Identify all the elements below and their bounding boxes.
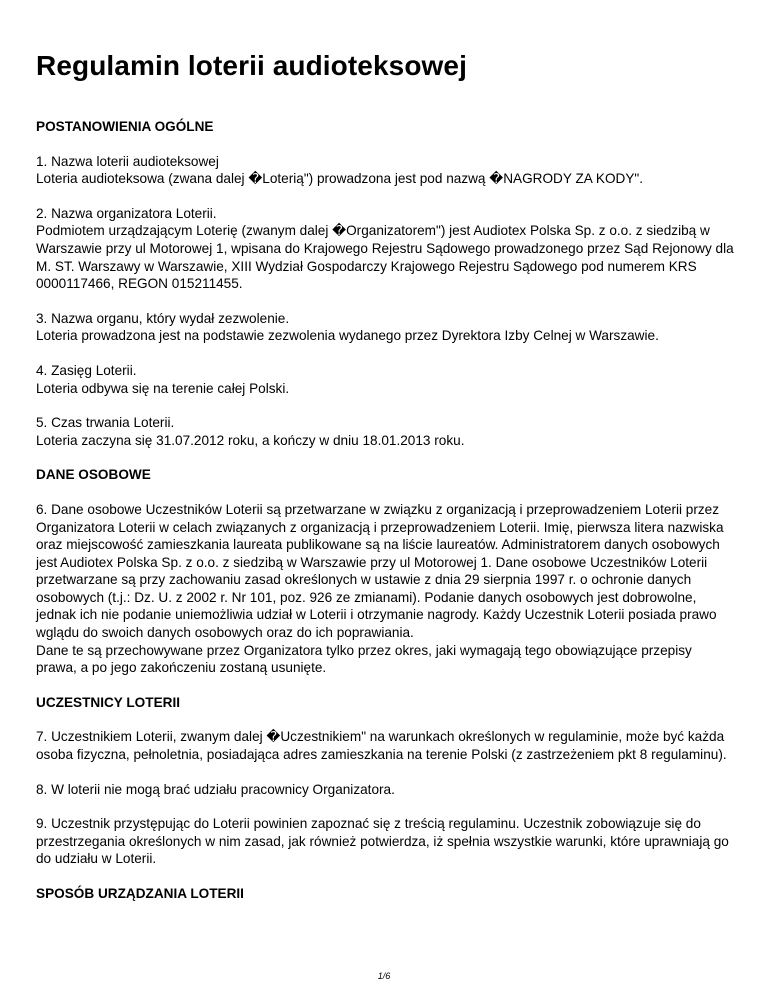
- section-heading-method: SPOSÓB URZĄDZANIA LOTERII: [36, 886, 244, 901]
- document-title: Regulamin loterii audioteksowej: [36, 50, 467, 81]
- paragraph-5: 5. Czas trwania Loterii. Loteria zaczyna się 31.07.2012 roku, a kończy w dniu 18.01.2013 roku.: [36, 415, 465, 448]
- paragraph-8: 8. W loterii nie mogą brać udziału pracownicy Organizatora.: [36, 781, 395, 797]
- document-body: [36, 118, 736, 920]
- paragraph-3: 3. Nazwa organu, który wydał zezwolenie. Loteria prowadzona jest na podstawie zezwolenia wydanego przez Dyrektora Izby Celnej w Warszawie.: [36, 310, 659, 344]
- section-heading-participants: UCZESTNICY LOTERII: [36, 694, 181, 710]
- paragraph-2: 2. Nazwa organizatora Loterii. Podmiotem urządzającym Loterię (zwanym dalej �Organizatorem") jest Audiotex Polska Sp. z o.o. z siedzibą w Warszawie przy ul Motorowej 1, wpisana do Krajowego Rejestru Sądowego prowadzonego przez Sąd Rejonowy dla M. ST. Warszawy w Warszawie, XIII Wydział Gospodarczy Krajowego Rejestru Sądowego pod numerem KRS 0000117466, REGON 015211455.: [36, 205, 734, 292]
- paragraph-7: 7. Uczestnikiem Loterii, zwanym dalej �Uczestnikiem" na warunkach określonych w regulaminie, może być każda osoba fizyczna, pełnoletnia, posiadająca adres zamieszkania na terenie Polski (z zastrzeżeniem pkt 8 regulaminu).: [36, 729, 727, 763]
- paragraph-9: 9. Uczestnik przystępując do Loterii powinien zapoznać się z treścią regulaminu. Uczestnik zobowiązuje się do przestrzegania określonych w nim zasad, jak również potwierdza, iż spełnia wszystkie warunki, które uprawniają go do udziału w Loterii.: [36, 816, 729, 867]
- paragraph-6: 6. Dane osobowe Uczestników Loterii są przetwarzane w związku z organizacją i przeprowadzeniem Loterii przez Organizatora Loterii w celach związanych z organizacją i przeprowadzeniem Loterii. Imię, pierwsza litera nazwiska oraz miejscowość zamieszkania laureata publikowane są na liście laureatów. Administratorem danych osobowych jest Audiotex Polska Sp. z o.o. z siedzibą w Warszawie przy ul Motorowej 1. Dane osobowe Uczestników Loterii przetwarzane są przy zachowaniu zasad określonych w ustawie z dnia 29 sierpnia 1997 r. o ochronie danych osobowych (t.j.: Dz. U. z 2002 r. Nr 101, poz. 926 ze zmianami). Podanie danych osobowych jest dobrowolne, jednak ich nie podanie uniemożliwia udział w Loterii i otrzymanie nagrody. Każdy Uczestnik Loterii posiada prawo wglądu do swoich danych osobowych oraz do ich poprawiania. Dane te są przechowywane przez Organizatora tylko przez okres, jaki wymagają tego obowiązujące przepisy prawa, a po jego zakończeniu zostaną usunięte.: [36, 501, 724, 676]
- section-heading-general: POSTANOWIENIA OGÓLNE: [36, 119, 214, 134]
- paragraph-1: 1. Nazwa loterii audioteksowej Loteria audioteksowa (zwana dalej �Loterią") prowadzona jest pod nazwą �NAGRODY ZA KODY".: [36, 153, 643, 187]
- paragraph-4: 4. Zasięg Loterii. Loteria odbywa się na terenie całej Polski.: [36, 362, 290, 396]
- page-number: 1/6: [377, 971, 391, 981]
- section-heading-personal: DANE OSOBOWE: [36, 467, 151, 483]
